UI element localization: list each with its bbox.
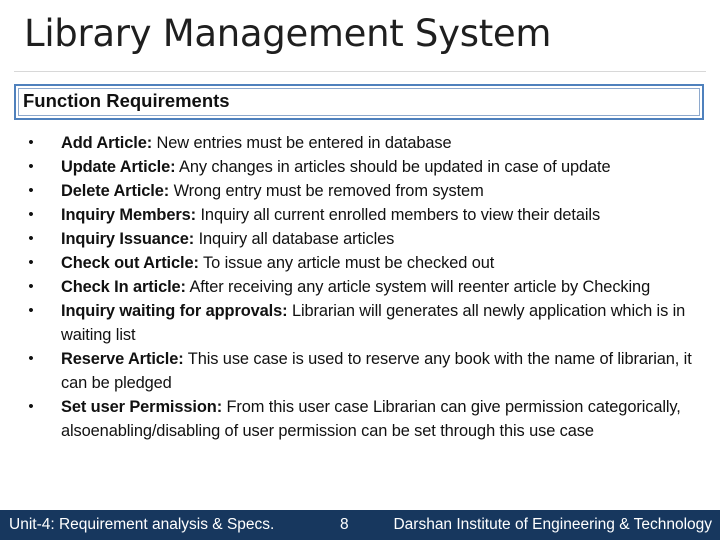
requirement-text: Wrong entry must be removed from system bbox=[169, 182, 484, 200]
requirement-item bbox=[26, 203, 706, 227]
requirement-name: Check In article: bbox=[61, 278, 186, 296]
requirement-item bbox=[26, 395, 706, 443]
requirement-item bbox=[26, 131, 706, 155]
requirement-name: Update Article: bbox=[61, 158, 176, 176]
requirement-text: From this user case Librarian can give permission categorically, alsoenabling/disabling of user permission can be set through this use case bbox=[61, 398, 681, 440]
bullet-icon: • bbox=[28, 230, 34, 247]
requirement-text: Librarian will generates all newly application which is in waiting list bbox=[61, 302, 686, 344]
requirement-text: To issue any article must be checked out bbox=[198, 254, 495, 272]
requirement-item bbox=[26, 299, 706, 347]
requirement-text: This use case is used to reserve any book with the name of librarian, it can be pledged bbox=[61, 350, 692, 392]
requirement-text: Inquiry all current enrolled members to view their details bbox=[196, 206, 601, 224]
requirement-item bbox=[26, 227, 706, 251]
footer-institute-label: Darshan Institute of Engineering & Technology bbox=[393, 516, 712, 533]
requirement-text: Inquiry all database articles bbox=[194, 230, 395, 248]
section-title: Function Requirements bbox=[23, 90, 230, 111]
bullet-icon: • bbox=[28, 134, 34, 151]
requirement-name: Inquiry Members: bbox=[61, 206, 197, 224]
requirement-name: Reserve Article: bbox=[61, 350, 184, 368]
requirement-name: Delete Article: bbox=[61, 182, 170, 200]
requirement-text: New entries must be entered in database bbox=[152, 134, 452, 152]
bullet-icon: • bbox=[28, 398, 34, 415]
bullet-icon: • bbox=[28, 206, 34, 223]
requirement-name: Add Article: bbox=[61, 134, 153, 152]
requirement-name: Check out Article: bbox=[61, 254, 199, 272]
slide-title: Library Management System bbox=[24, 12, 552, 55]
requirement-text: Any changes in articles should be updated in case of update bbox=[175, 158, 611, 176]
requirement-name: Set user Permission: bbox=[61, 398, 223, 416]
title-divider bbox=[14, 71, 706, 72]
page-number: 8 bbox=[340, 516, 349, 533]
bullet-icon: • bbox=[28, 254, 34, 271]
footer-bar bbox=[0, 510, 720, 540]
bullet-icon: • bbox=[28, 278, 34, 295]
bullet-icon: • bbox=[28, 350, 34, 367]
footer-unit-label: Unit-4: Requirement analysis & Specs. bbox=[9, 516, 275, 533]
requirement-item bbox=[26, 179, 706, 203]
bullet-icon: • bbox=[28, 158, 34, 175]
requirement-item bbox=[26, 347, 706, 395]
requirement-text: After receiving any article system will reenter article by Checking bbox=[185, 278, 651, 296]
requirement-name: Inquiry waiting for approvals: bbox=[61, 302, 288, 320]
requirement-item bbox=[26, 275, 706, 299]
requirement-item bbox=[26, 155, 706, 179]
requirement-name: Inquiry Issuance: bbox=[61, 230, 195, 248]
bullet-icon: • bbox=[28, 302, 34, 319]
bullet-icon: • bbox=[28, 182, 34, 199]
requirement-item bbox=[26, 251, 706, 275]
requirements-list bbox=[26, 131, 706, 443]
section-box bbox=[14, 84, 704, 120]
